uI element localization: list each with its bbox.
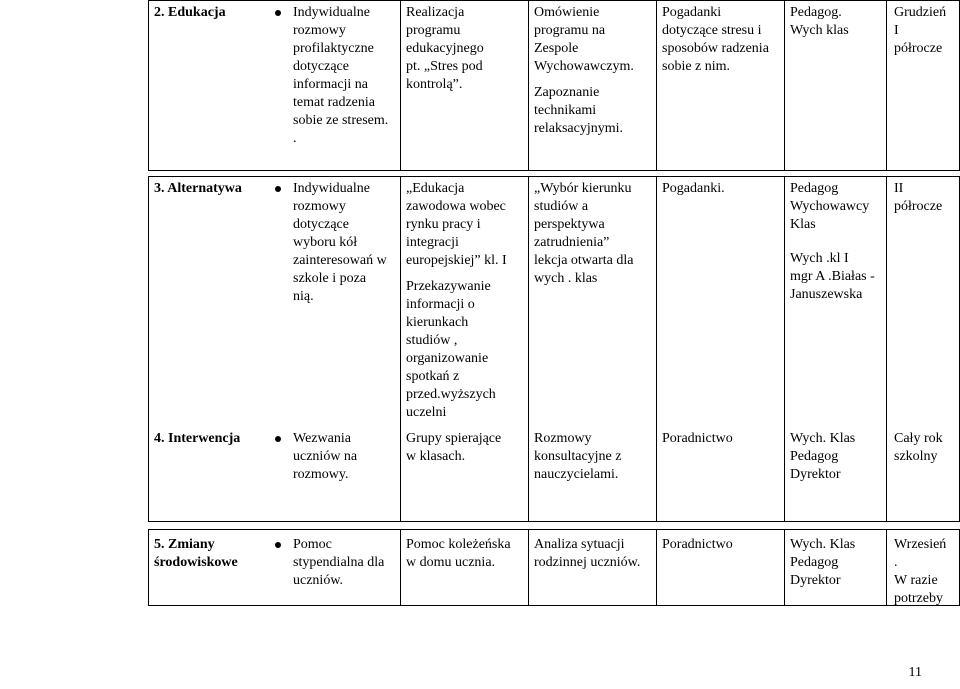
activity-alternatywa: „Wybór kierunku studiów a perspektywa zatrudnienia” lekcja otwarta dla wych . klas	[534, 181, 634, 286]
goal-interwencja: Wezwania uczniów na rozmowy.	[293, 431, 358, 482]
table-col-divider	[886, 176, 887, 522]
form-interwencja: Poradnictwo	[662, 431, 733, 446]
table-col-divider	[886, 529, 887, 606]
table-col-divider	[400, 0, 401, 171]
form-zmiany: Poradnictwo	[662, 537, 733, 552]
table-row-divider	[148, 170, 960, 171]
table-border-top	[148, 0, 960, 1]
table-col-divider	[784, 176, 785, 522]
responsible-zmiany: Wych. Klas Pedagog Dyrektor	[790, 537, 856, 588]
form-edukacja: Pogadanki dotyczące stresu i sposobów radzenia sobie z nim.	[662, 5, 769, 74]
bullet-icon	[275, 436, 281, 442]
table-col-divider	[656, 0, 657, 171]
bullet-icon	[275, 542, 281, 548]
method-zmiany: Pomoc koleżeńska w domu ucznia.	[406, 537, 511, 570]
section-edukacja: 2. Edukacja	[154, 5, 226, 20]
section-alternatywa: 3. Alternatywa	[154, 181, 242, 196]
activity-interwencja: Rozmowy konsultacyjne z nauczycielami.	[534, 431, 622, 482]
term-zmiany: Wrzesień . W razie potrzeby	[894, 537, 947, 606]
table-col-divider	[148, 0, 149, 171]
table-border-bottom	[148, 605, 960, 606]
table-row-divider	[148, 529, 960, 530]
table-col-divider	[656, 176, 657, 522]
bullet-icon	[275, 186, 281, 192]
method-edukacja: Realizacja programu edukacyjnego pt. „Stres pod kontrolą”.	[406, 5, 484, 92]
method-interwencja: Grupy spierające w klasach.	[406, 431, 502, 464]
responsible-interwencja: Wych. Klas Pedagog Dyrektor	[790, 431, 856, 482]
table-col-divider	[528, 529, 529, 606]
goal-zmiany: Pomoc stypendialna dla uczniów.	[293, 537, 385, 588]
goal-edukacja: Indywidualne rozmowy profilaktyczne dotyczące informacji na temat radzenia sobie ze stresem. .	[293, 5, 389, 146]
table-col-divider	[528, 176, 529, 522]
goal-alternatywa: Indywidualne rozmowy dotyczące wyboru kół zainteresowań w szkole i poza nią.	[293, 181, 387, 304]
table-col-divider	[784, 0, 785, 171]
responsible-edukacja: Pedagog. Wych klas	[790, 5, 849, 38]
bullet-icon	[275, 10, 281, 16]
table-col-divider	[886, 0, 887, 171]
method-alternatywa: „Edukacja zawodowa wobec rynku pracy i integracji europejskiej” kl. I Przekazywanie informacji o kierunkach studiów , organizowanie spotkań z przed.wyższych uczelni	[406, 181, 507, 420]
term-interwencja: Cały rok szkolny	[894, 431, 943, 464]
term-alternatywa: II półrocze	[894, 181, 943, 214]
term-edukacja: Grudzień I półrocze	[894, 5, 947, 56]
table-col-divider	[400, 529, 401, 606]
responsible-alternatywa: Pedagog Wychowawcy Klas Wych .kl I mgr A .Białas - Januszewska	[790, 181, 875, 302]
activity-zmiany: Analiza sytuacji rodzinnej uczniów.	[534, 537, 641, 570]
table-col-divider	[528, 0, 529, 171]
page-number: 11	[908, 665, 922, 680]
form-alternatywa: Pogadanki.	[662, 181, 725, 196]
section-zmiany: 5. Zmiany środowiskowe	[154, 537, 238, 570]
activity-edukacja: Omówienie programu na Zespole Wychowawczym. Zapoznanie technikami relaksacyjnymi.	[534, 5, 634, 136]
table-row-divider	[148, 176, 960, 177]
table-col-divider	[400, 176, 401, 522]
table-col-divider	[784, 529, 785, 606]
table-col-divider	[148, 529, 149, 606]
table-row-divider	[148, 521, 960, 522]
table-col-divider	[148, 176, 149, 522]
table-col-divider	[656, 529, 657, 606]
section-interwencja: 4. Interwencja	[154, 431, 241, 446]
